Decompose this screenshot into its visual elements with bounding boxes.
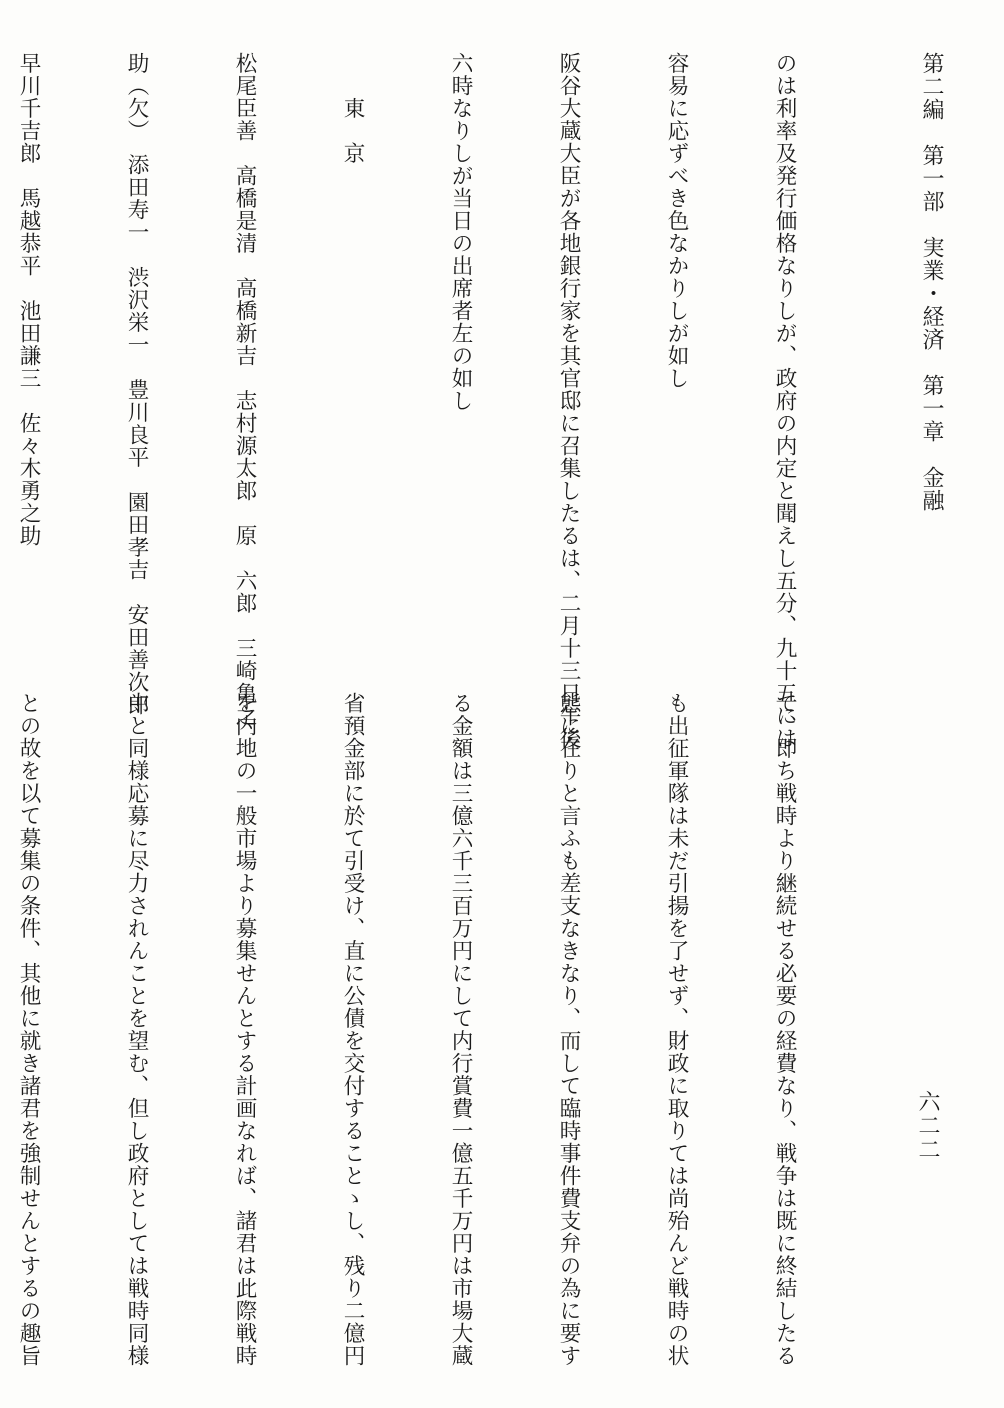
text-line: て、即ち戦時より継続せる必要の経費なり、戦争は既に終結したる [772, 692, 797, 1367]
text-line: 省預金部に於て引受け、直に公債を交付することゝし、残り二億円 [340, 692, 365, 1367]
lower-text-block [16, 692, 874, 1367]
text-line: 松尾臣善 高橋是清 高橋新吉 志村源太郎 原 六郎 三崎亀之 [232, 52, 257, 727]
text-line: 中と同様応募に尽力されんことを望む、但し政府としては戦時同様 [124, 692, 149, 1367]
text-line: のは利率及発行価格なりしが、政府の内定と聞えし五分、九十五には [772, 52, 797, 750]
text-line: も出征軍隊は未だ引揚を了せず、財政に取りては尚殆んど戦時の状 [664, 692, 689, 1367]
text-line: 早川千吉郎 馬越恭平 池田謙三 佐々木勇之助 [16, 52, 41, 547]
text-line: 容易に応ずべき色なかりしが如し [664, 52, 689, 390]
text-line: 六時なりしが当日の出席者左の如し [448, 52, 473, 412]
section-heading-tokyo: 東 京 [340, 52, 365, 165]
upper-text-block [16, 52, 874, 750]
page-number: 六二二 [915, 1090, 940, 1162]
text-line: る金額は三億六千三百万円にして内行賞費一億五千万円は市場大蔵 [448, 692, 473, 1367]
text-line: 態に在りと言ふも差支なきなり、而して臨時事件費支弁の為に要す [556, 692, 581, 1367]
text-line: 助（欠） 添田寿一 渋沢栄一 豊川良平 園田孝吉 安田善次郎 [124, 52, 149, 717]
running-head: 第二編 第一部 実業・経済 第一章 金融 [919, 52, 944, 512]
text-line: を内地の一般市場より募集せんとする計画なれば、諸君は此際戦時 [232, 692, 257, 1367]
text-line: との故を以て募集の条件、其他に就き諸君を強制せんとするの趣旨 [16, 692, 41, 1367]
text-line: 阪谷大蔵大臣が各地銀行家を其官邸に召集したるは、二月十三日午後 [556, 52, 581, 750]
